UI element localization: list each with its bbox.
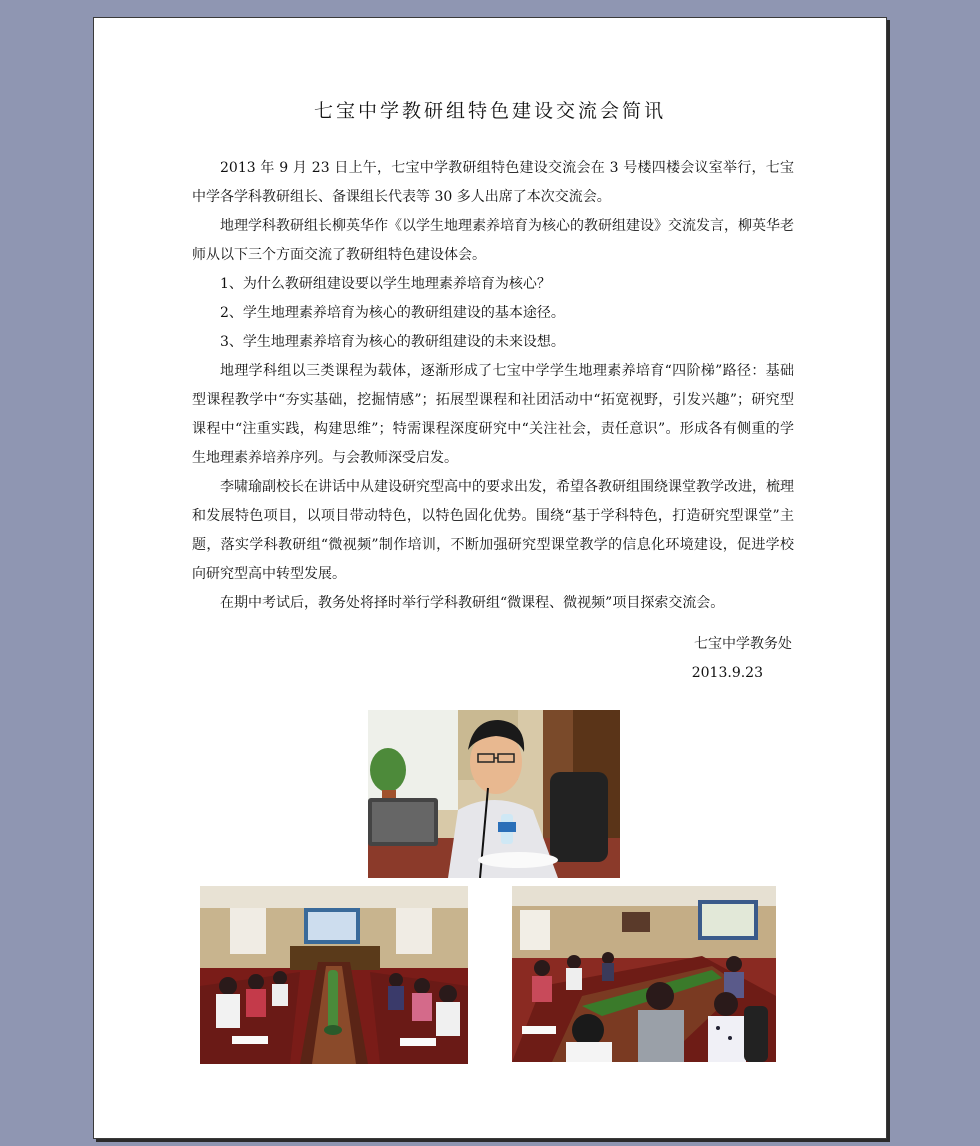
paragraph-curriculum: 地理学科组以三类课程为载体，逐渐形成了七宝中学学生地理素养培育“四阶梯”路径：基础型课程教学中“夯实基础，挖掘情感”；拓展型课程和社团活动中“拓宽视野，引发兴趣”；研究型课程中“注重实践，构建思维”；特需课程深度研究中“关注社会，责任意识”。形成各有侧重的学生地理素养培养序列。与会教师深受启发。 xyxy=(192,363,794,466)
speaker-photo xyxy=(368,710,620,878)
document-page xyxy=(93,17,887,1139)
list-item-1: 1、为什么教研组建设要以学生地理素养培育为核心？ xyxy=(220,276,551,292)
document-title: 七宝中学教研组特色建设交流会简讯 xyxy=(313,100,666,122)
signature-block xyxy=(692,630,792,688)
signature-date: 2013.9.23 xyxy=(691,665,763,681)
paragraph-next-event: 在期中考试后，教务处将择时举行学科教研组“微课程、微视频”项目探索交流会。 xyxy=(220,595,725,611)
list-item-2: 2、学生地理素养培育为核心的教研组建设的基本途径。 xyxy=(220,305,565,321)
meeting-room-photo-right xyxy=(512,886,776,1062)
meeting-room-photo-left xyxy=(200,886,468,1064)
paragraph-intro: 2013 年 9 月 23 日上午，七宝中学教研组特色建设交流会在 3 号楼四楼会议室举行，七宝中学各学科教研组长、备课组长代表等 30 多人出席了本次交流会。 xyxy=(192,160,794,205)
paragraph-speech: 地理学科教研组长柳英华作《以学生地理素养培育为核心的教研组建设》交流发言，柳英华老师从以下三个方面交流了教研组特色建设体会。 xyxy=(192,218,794,263)
signature-org: 七宝中学教务处 xyxy=(694,636,792,652)
list-item-3: 3、学生地理素养培育为核心的教研组建设的未来设想。 xyxy=(220,334,565,350)
paragraph-principal: 李啸瑜副校长在讲话中从建设研究型高中的要求出发，希望各教研组围绕课堂教学改进，梳理和发展特色项目，以项目带动特色，以特色固化优势。围绕“基于学科特色，打造研究型课堂”主题，落实学科教研组“微视频”制作培训，不断加强研究型课堂教学的信息化环境建设，促进学校向研究型高中转型发展。 xyxy=(192,479,794,582)
document-body xyxy=(192,154,794,618)
